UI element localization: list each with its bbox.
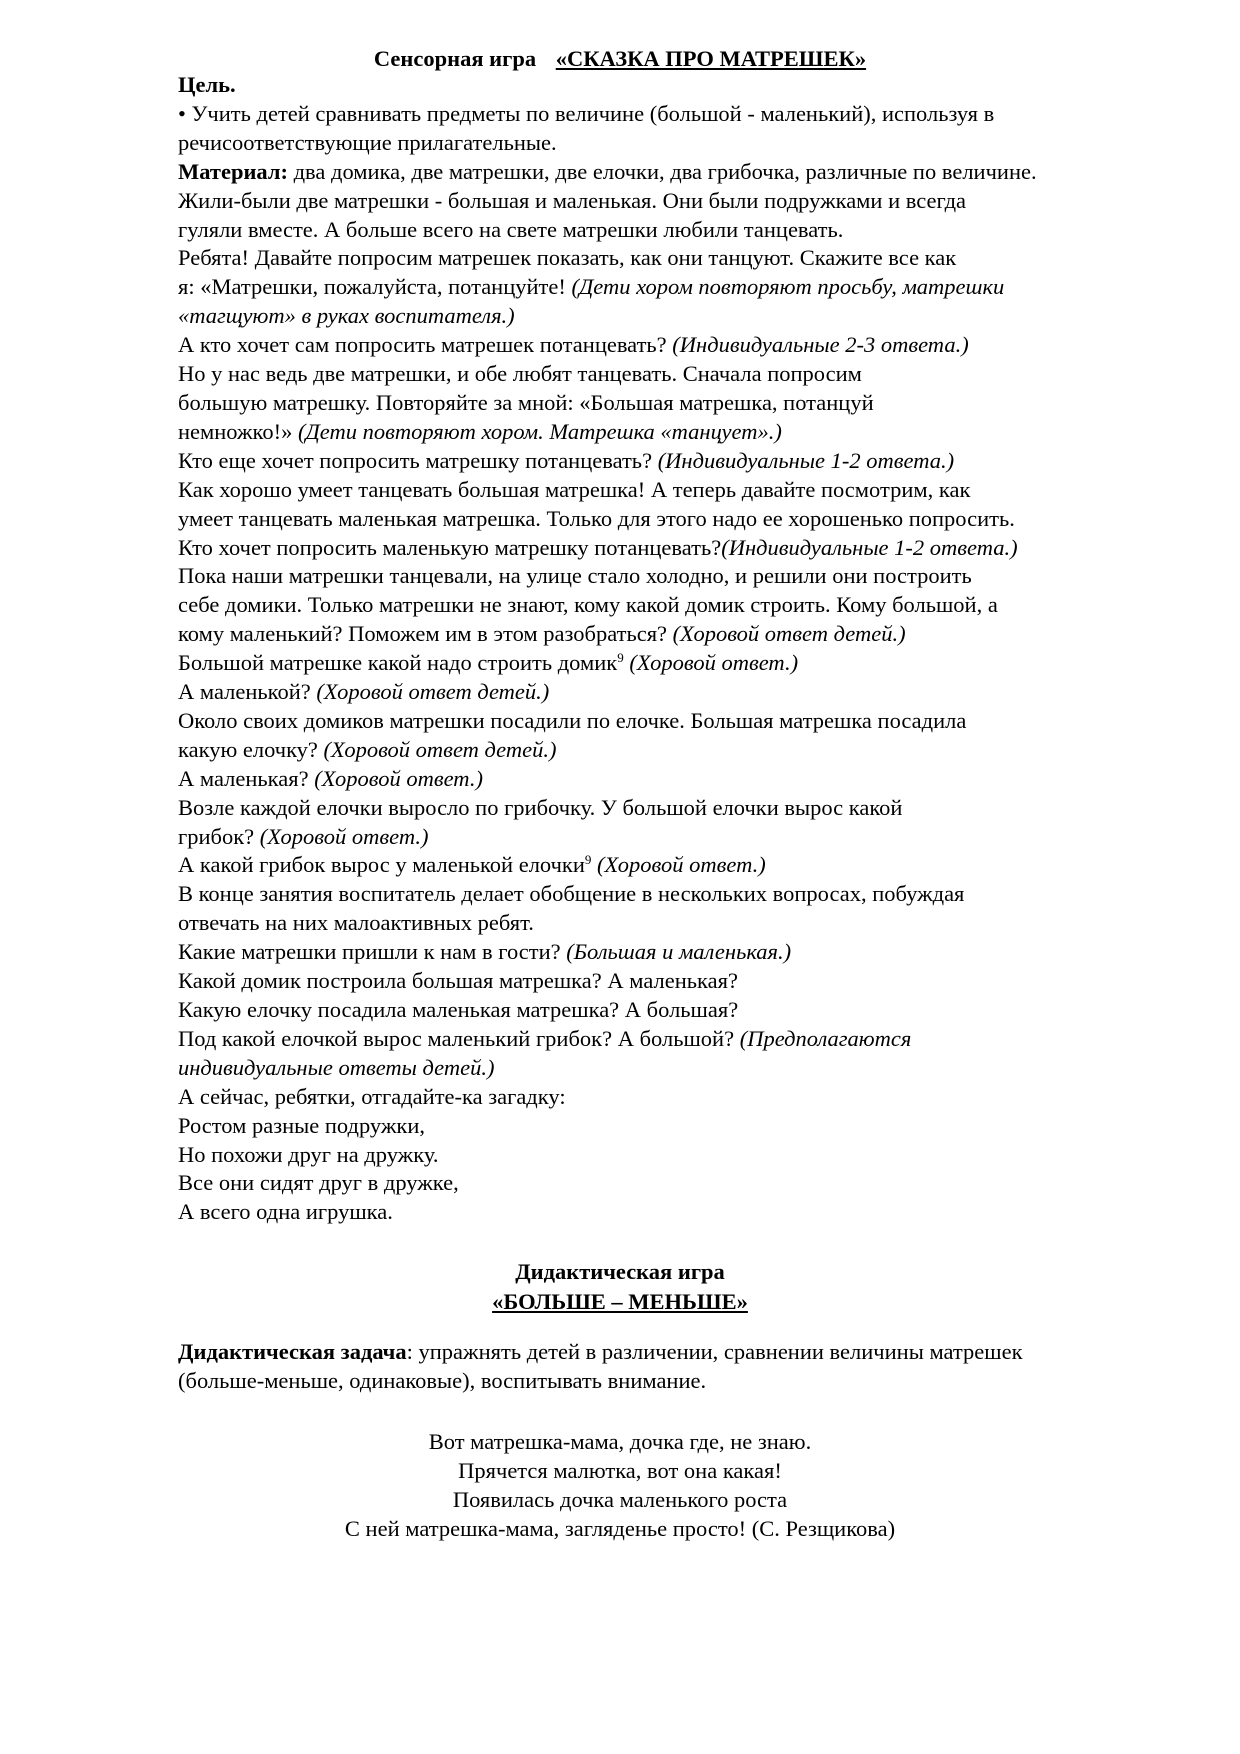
story-line: А какой грибок вырос у маленькой елочки$^9$ (Хоровой ответ.) xyxy=(178,852,766,878)
story-line: Пока наши матрешки танцевали, на улице стало холодно, и решили они построить xyxy=(178,563,972,589)
story-line: А сейчас, ребятки, отгадайте-ка загадку: xyxy=(178,1083,566,1109)
task-line: Дидактическая задача: упражнять детей в различении, сравнении величины матрешек xyxy=(178,1339,1023,1364)
story-line: Ребята! Давайте попросим матрешек показать, как они танцуют. Скажите все как xyxy=(178,245,957,271)
riddle-line: Но похожи друг на дружку. xyxy=(178,1141,439,1167)
story-line: Большой матрешке какой надо строить домик$^9$ (Хоровой ответ.) xyxy=(178,650,799,676)
stage-direction: (Индивидуальные 1-2 ответа.) xyxy=(657,447,955,473)
story-line: Около своих домиков матрешки посадили по елочке. Большая матрешка посадила xyxy=(178,707,967,733)
story-line: А маленькая? (Хоровой ответ.) xyxy=(178,765,483,791)
story-line: А маленькой? (Хоровой ответ детей.) xyxy=(178,679,550,705)
stage-direction: (Предполагаются xyxy=(739,1025,912,1051)
story-line: отвечать на них малоактивных ребят. xyxy=(178,910,534,936)
document-title xyxy=(0,44,1240,74)
story-line: большую матрешку. Повторяйте за мной: «Большая матрешка, потанцуй xyxy=(178,389,874,415)
task-label: Дидактическая задача xyxy=(178,1339,407,1364)
superscript: 9 xyxy=(617,650,624,666)
stage-direction: (Индивидуальные 1-2 ответа.) xyxy=(721,534,1018,560)
title-name: «СКАЗКА ПРО МАТРЕШЕК» xyxy=(555,46,867,71)
poem-line: Вот матрешка-мама, дочка где, не знаю. xyxy=(428,1429,812,1454)
superscript: 9 xyxy=(584,852,592,868)
material-label: Материал: xyxy=(178,158,288,184)
story-line: умеет танцевать маленькая матрешка. Только для этого надо ее хорошенько попросить. xyxy=(178,505,1015,531)
poem xyxy=(0,1428,1240,1544)
stage-direction: (Большая и маленькая.) xyxy=(566,939,792,965)
goal-line: • Учить детей сравнивать предметы по величине (большой - маленький), используя в xyxy=(178,100,995,126)
game-1-body xyxy=(178,71,1188,1227)
story-line: Кто хочет попросить маленькую матрешку потанцевать?(Индивидуальные 1-2 ответа.) xyxy=(178,534,1018,560)
section-2-name: «БОЛЬШЕ – МЕНЬШЕ» xyxy=(492,1289,748,1314)
story-line: гуляли вместе. А больше всего на свете матрешки любили танцевать. xyxy=(178,216,844,242)
material-line xyxy=(178,158,1188,187)
section-2-title xyxy=(0,1257,1240,1317)
stage-direction: (Хоровой ответ детей.) xyxy=(672,621,906,647)
stage-direction: (Хоровой ответ детей.) xyxy=(316,679,550,705)
story-line: Какие матрешки пришли к нам в гости? (Большая и маленькая.) xyxy=(178,939,792,965)
story-line: Как хорошо умеет танцевать большая матрешка! А теперь давайте посмотрим, как xyxy=(178,476,971,502)
stage-direction: (Хоровой ответ.) xyxy=(597,852,766,878)
section-2-label: Дидактическая игра xyxy=(515,1259,725,1284)
story-line: себе домики. Только матрешки не знают, кому какой домик строить. Кому большой, а xyxy=(178,592,998,618)
goal-line: речисоответствующие прилагательные. xyxy=(178,129,557,155)
stage-direction: (Дети повторяют хором. Матрешка «танцует».) xyxy=(297,418,782,444)
stage-direction: (Индивидуальные 2-3 ответа.) xyxy=(672,332,969,358)
material-text: два домика, две матрешки, две елочки, два грибочка, различные по величине. xyxy=(287,158,1037,184)
goal-heading: Цель. xyxy=(178,72,236,97)
stage-direction: (Дети хором повторяют просьбу, матрешки xyxy=(571,274,1005,300)
story-line: Под какой елочкой вырос маленький грибок? А большой? (Предполагаются xyxy=(178,1025,912,1051)
stage-direction: «тагщуют» в руках воспитателя.) xyxy=(178,303,515,329)
story-line: Кто еще хочет попросить матрешку потанцевать? (Индивидуальные 1-2 ответа.) xyxy=(178,447,955,473)
story-line: Но у нас ведь две матрешки, и обе любят танцевать. Сначала попросим xyxy=(178,361,862,387)
story-line: какую елочку? (Хоровой ответ детей.) xyxy=(178,736,557,762)
riddle-line: Ростом разные подружки, xyxy=(178,1112,426,1138)
poem-line: Появилась дочка маленького роста xyxy=(452,1486,788,1512)
story-line: немножко!» (Дети повторяют хором. Матрешка «танцует».) xyxy=(178,418,782,444)
story-line: А кто хочет сам попросить матрешек потанцевать? (Индивидуальные 2-3 ответа.) xyxy=(178,332,969,358)
stage-direction: (Хоровой ответ.) xyxy=(629,650,799,676)
story-line: грибок? (Хоровой ответ.) xyxy=(178,823,429,849)
poem-line: С ней матрешка-мама, загляденье просто! (С. Резщикова) xyxy=(344,1515,896,1541)
story-line: Возле каждой елочки выросло по грибочку. У большой елочки вырос какой xyxy=(178,794,903,820)
story-line: Какой домик построила большая матрешка? А маленькая? xyxy=(178,968,738,994)
riddle-line: А всего одна игрушка. xyxy=(178,1199,393,1225)
poem-line: Прячется малютка, вот она какая! xyxy=(458,1457,782,1483)
story-line: В конце занятия воспитатель делает обобщение в нескольких вопросах, побуждая xyxy=(178,881,965,907)
story-line: Жили-были две матрешки - большая и маленькая. Они были подружками и всегда xyxy=(178,187,967,213)
riddle-line: Все они сидят друг в дружке, xyxy=(178,1170,459,1196)
didactic-task xyxy=(178,1338,1188,1396)
story-line: Какую елочку посадила маленькая матрешка? А большая? xyxy=(178,997,739,1022)
task-line: (больше-меньше, одинаковые), воспитывать внимание. xyxy=(178,1367,707,1393)
stage-direction: (Хоровой ответ.) xyxy=(259,823,429,849)
stage-direction: (Хоровой ответ детей.) xyxy=(323,736,557,762)
story-line: кому маленький? Поможем им в этом разобраться? (Хоровой ответ детей.) xyxy=(178,621,906,647)
title-label: Сенсорная игра xyxy=(373,46,537,71)
story-line: я: «Матрешки, пожалуйста, потанцуйте! (Дети хором повторяют просьбу, матрешки xyxy=(178,274,1005,300)
stage-direction: индивидуальные ответы детей.) xyxy=(178,1054,495,1080)
stage-direction: (Хоровой ответ.) xyxy=(314,765,483,791)
